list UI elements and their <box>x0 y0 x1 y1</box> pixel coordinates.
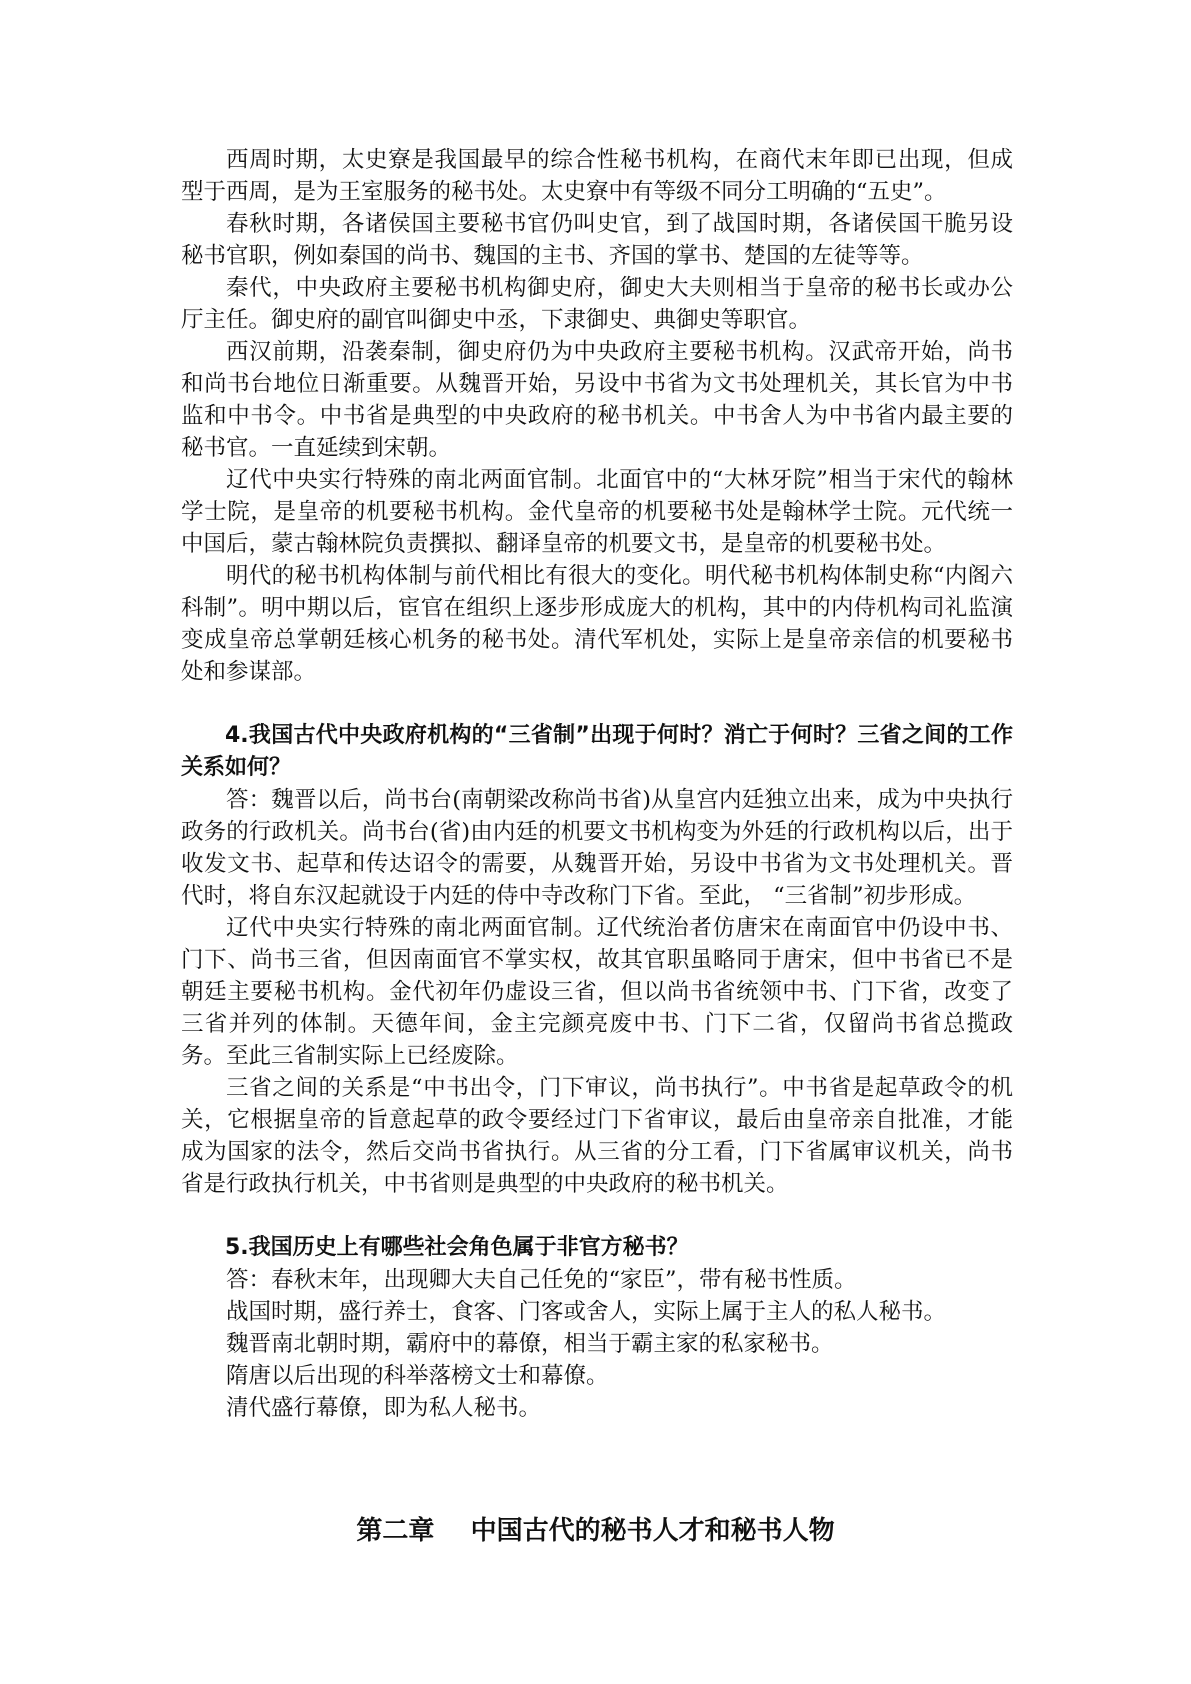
paragraph-western-zhou: 西周时期，太史寮是我国最早的综合性秘书机构，在商代末年即已出现，但成型于西周，是为王室服务的秘书处。太史寮中有等级不同分工明确的“五史”。 <box>181 147 1013 205</box>
paragraph-ming-qing: 明代的秘书机构体制与前代相比有很大的变化。明代秘书机构体制史称“内阁六科制”。明中期以后，宦官在组织上逐步形成庞大的机构，其中的内侍机构司礼监演变成皇帝总掌朝廷核心机务的秘书处。清代军机处，实际上是皇帝亲信的机要秘书处和参谋部。 <box>181 563 1013 685</box>
answer-5-line-2: 战国时期，盛行养士，食客、门客或舍人，实际上属于主人的私人秘书。 <box>226 1299 947 1325</box>
paragraph-spring-autumn: 春秋时期，各诸侯国主要秘书官仍叫史官，到了战国时期，各诸侯国干脆另设秘书官职，例如秦国的尚书、魏国的主书、齐国的掌书、楚国的左徒等等。 <box>181 211 1013 269</box>
answer-4-paragraph-3: 三省之间的关系是“中书出令，门下审议，尚书执行”。中书省是起草政令的机关，它根据皇帝的旨意起草的政令要经过门下省审议，最后由皇帝亲自批准，才能成为国家的法令，然后交尚书省执行。从三省的分工看，门下省属审议机关，尚书省是行政执行机关，中书省则是典型的中央政府的秘书机关。 <box>181 1075 1013 1197</box>
paragraph-liao-jin-yuan: 辽代中央实行特殊的南北两面官制。北面官中的“大林牙院”相当于宋代的翰林学士院，是皇帝的机要秘书机构。金代皇帝的机要秘书处是翰林学士院。元代统一中国后，蒙古翰林院负责撰拟、翻译皇帝的机要文书，是皇帝的机要秘书处。 <box>181 467 1013 557</box>
answer-5-line-1: 答：春秋末年，出现卿大夫自己任免的“家臣”，带有秘书性质。 <box>226 1267 857 1293</box>
chapter-heading: 第二章 中国古代的秘书人才和秘书人物 <box>356 1516 835 1546</box>
answer-5-line-3: 魏晋南北朝时期，霸府中的幕僚，相当于霸主家的私家秘书。 <box>226 1331 834 1357</box>
page-body <box>181 144 1013 1424</box>
paragraph-western-han: 西汉前期，沿袭秦制，御史府仍为中央政府主要秘书机构。汉武帝开始，尚书和尚书台地位日渐重要。从魏晋开始，另设中书省为文书处理机关，其长官为中书监和中书令。中书省是典型的中央政府的秘书机关。中书舍人为中书省内最主要的秘书官。一直延续到宋朝。 <box>181 339 1013 461</box>
answer-5-line-5: 清代盛行幕僚，即为私人秘书。 <box>226 1395 542 1421</box>
spacer <box>181 1200 1013 1232</box>
spacer <box>181 688 1013 720</box>
question-5-heading: 5.我国历史上有哪些社会角色属于非官方秘书？ <box>225 1235 689 1260</box>
answer-5-line-4: 隋唐以后出现的科举落榜文士和幕僚。 <box>226 1363 609 1389</box>
answer-4-paragraph-1: 答：魏晋以后，尚书台(南朝梁改称尚书省)从皇宫内廷独立出来，成为中央执行政务的行政机关。尚书台(省)由内廷的机要文书机构变为外廷的行政机构以后，出于收发文书、起草和传达诏令的需要，从魏晋开始，另设中书省为文书处理机关。晋代时，将自东汉起就设于内廷的侍中寺改称门下省。至此， “三省制”初步形成。 <box>181 787 1013 909</box>
paragraph-qin: 秦代，中央政府主要秘书机构御史府，御史大夫则相当于皇帝的秘书长或办公厅主任。御史府的副官叫御史中丞，下隶御史、典御史等职官。 <box>181 275 1013 333</box>
answer-4-paragraph-2: 辽代中央实行特殊的南北两面官制。辽代统治者仿唐宋在南面官中仍设中书、门下、尚书三省，但因南面官不掌实权，故其官职虽略同于唐宋，但中书省已不是朝廷主要秘书机构。金代初年仍虚设三省，但以尚书省统领中书、门下省，改变了三省并列的体制。天德年间，金主完颜亮废中书、门下二省，仅留尚书省总揽政务。至此三省制实际上已经废除。 <box>181 915 1013 1069</box>
question-4-heading: 4.我国古代中央政府机构的“三省制”出现于何时？消亡于何时？三省之间的工作关系如何？ <box>181 723 1013 780</box>
